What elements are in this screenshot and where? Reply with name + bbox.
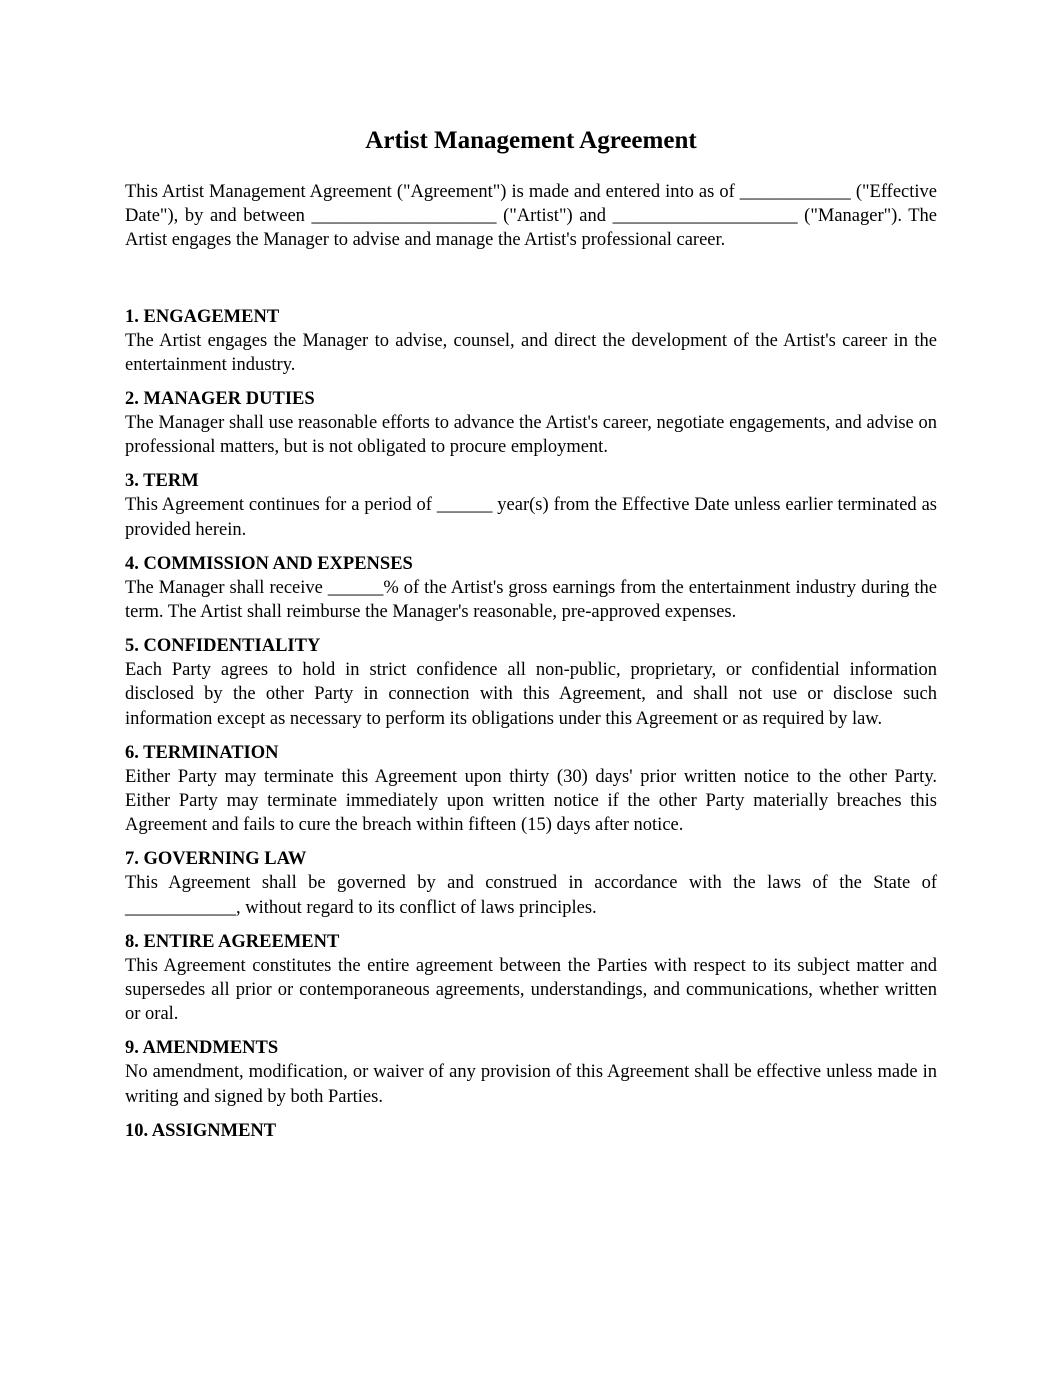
section-heading: 10. ASSIGNMENT bbox=[125, 1120, 277, 1141]
section-amendments bbox=[125, 1036, 937, 1108]
section-assignment bbox=[125, 1119, 937, 1143]
section-body: No amendment, modification, or waiver of any provision of this Agreement shall be effective unless made in writing and signed by both Parties. bbox=[125, 1062, 937, 1107]
intro-paragraph: This Artist Management Agreement ("Agreement") is made and entered into as of ____________ ("Effective Date"), by and between ____________________ ("Artist") and ____________________ ("Manager"). The Artist engages the Manager to advise and manage the Artist's professional career. bbox=[125, 182, 937, 251]
section-body: Each Party agrees to hold in strict confidence all non-public, proprietary, or confidential information disclosed by the other Party in connection with this Agreement, and shall not use or disclose such information except as necessary to perform its obligations under this Agreement or as required by law. bbox=[125, 660, 937, 729]
section-heading: 6. TERMINATION bbox=[125, 742, 279, 763]
sections-list bbox=[125, 305, 937, 1143]
section-body: The Manager shall receive ______% of the Artist's gross earnings from the entertainment industry during the term. The Artist shall reimburse the Manager's reasonable, pre-approved expenses. bbox=[125, 577, 937, 623]
section-heading: 4. COMMISSION AND EXPENSES bbox=[125, 553, 413, 574]
section-termination bbox=[125, 741, 937, 838]
section-heading: 2. MANAGER DUTIES bbox=[125, 389, 315, 410]
section-confidentiality bbox=[125, 634, 937, 731]
section-body: The Artist engages the Manager to advise, counsel, and direct the development of the Artist's career in the entertainment industry. bbox=[125, 330, 937, 375]
section-heading: 3. TERM bbox=[125, 471, 199, 492]
section-heading: 1. ENGAGEMENT bbox=[125, 306, 280, 327]
document-title: Artist Management Agreement bbox=[365, 127, 697, 154]
section-body: This Agreement constitutes the entire agreement between the Parties with respect to its subject matter and supersedes all prior or contemporaneous agreements, understandings, and communications, whether written or oral. bbox=[125, 955, 937, 1025]
section-manager-duties bbox=[125, 387, 937, 459]
section-governing-law bbox=[125, 847, 937, 919]
section-term bbox=[125, 469, 937, 541]
section-heading: 5. CONFIDENTIALITY bbox=[125, 636, 321, 657]
document-content bbox=[125, 122, 937, 1153]
section-body: This Agreement shall be governed by and construed in accordance with the laws of the State of ____________, without regard to its conflict of laws principles. bbox=[125, 873, 937, 918]
section-heading: 8. ENTIRE AGREEMENT bbox=[125, 931, 340, 952]
section-heading: 7. GOVERNING LAW bbox=[125, 849, 307, 870]
section-heading: 9. AMENDMENTS bbox=[125, 1038, 279, 1059]
section-body: Either Party may terminate this Agreement upon thirty (30) days' prior written notice to the other Party. Either Party may terminate immediately upon written notice if the other Party materially breaches this Agreement and fails to cure the breach within fifteen (15) days after notice. bbox=[125, 766, 937, 836]
section-body: This Agreement continues for a period of ______ year(s) from the Effective Date unless earlier terminated as provided herein. bbox=[125, 495, 937, 540]
section-entire-agreement bbox=[125, 930, 937, 1027]
section-commission-and-expenses bbox=[125, 552, 937, 624]
section-body: The Manager shall use reasonable efforts to advance the Artist's career, negotiate engagements, and advise on professional matters, but is not obligated to procure employment. bbox=[125, 413, 937, 458]
section-engagement bbox=[125, 305, 937, 377]
